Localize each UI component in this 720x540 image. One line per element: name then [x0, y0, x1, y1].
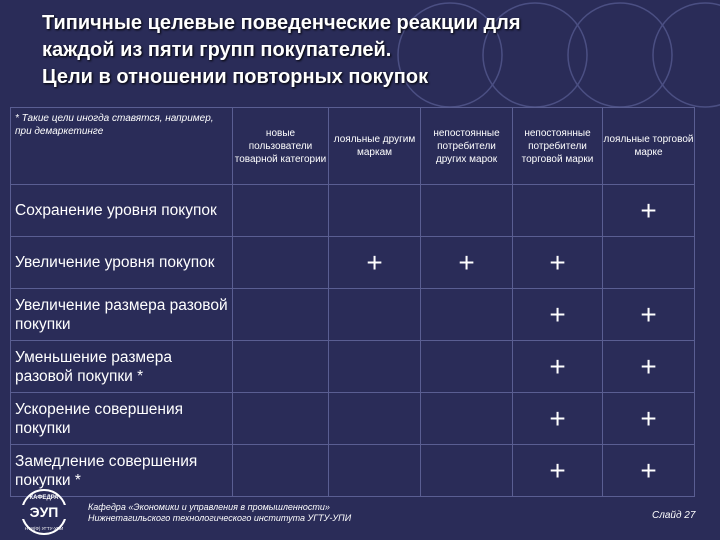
table-cell: + — [513, 445, 603, 497]
title-line-3: Цели в отношении повторных покупок — [42, 66, 429, 88]
column-header: новые пользователи товарной категории — [233, 108, 329, 185]
page-title — [42, 10, 682, 91]
table-cell — [603, 237, 695, 289]
table-cell — [421, 289, 513, 341]
table-cell: + — [603, 341, 695, 393]
table-cell — [421, 341, 513, 393]
column-header: лояльные торговой марке — [603, 108, 695, 185]
table-cell — [421, 393, 513, 445]
title-line-1: Типичные целевые поведенческие реакции для — [42, 12, 521, 34]
table-cell: + — [329, 237, 421, 289]
table-header-row — [11, 108, 695, 185]
table-cell — [329, 185, 421, 237]
table-cell — [513, 185, 603, 237]
row-label: Ускорение совершения покупки — [11, 393, 233, 445]
table-row — [11, 393, 695, 445]
table-cell — [233, 445, 329, 497]
table-row — [11, 445, 695, 497]
table-cell: + — [603, 393, 695, 445]
table-cell: + — [513, 289, 603, 341]
table-cell — [233, 185, 329, 237]
department-logo — [16, 489, 72, 535]
logo-bottom-text: НТИ(Ф) УГТУ-УПИ — [24, 526, 64, 531]
footer-line-1: Кафедра «Экономики и управления в промышленности» — [88, 502, 330, 512]
table-row — [11, 341, 695, 393]
row-label: Уменьшение размера разовой покупки * — [11, 341, 233, 393]
reactions-table — [10, 107, 695, 497]
table-cell: + — [603, 445, 695, 497]
table-row — [11, 185, 695, 237]
footer-text — [88, 502, 351, 524]
row-label: Замедление совершения покупки * — [11, 445, 233, 497]
table-cell — [233, 393, 329, 445]
table-cell — [421, 445, 513, 497]
column-header: лояльные другим маркам — [329, 108, 421, 185]
table-cell: + — [513, 393, 603, 445]
table-row — [11, 237, 695, 289]
row-label: Увеличение размера разовой покупки — [11, 289, 233, 341]
table-cell: + — [421, 237, 513, 289]
footer-line-2: Нижнетагильского технологического института УГТУ-УПИ — [88, 513, 352, 523]
table-cell — [233, 341, 329, 393]
table-cell — [233, 289, 329, 341]
table-cell — [329, 289, 421, 341]
table-row — [11, 289, 695, 341]
table-note: * Такие цели иногда ставятся, например, при демаркетинге — [11, 108, 233, 185]
row-label: Увеличение уровня покупок — [11, 237, 233, 289]
table-cell: + — [513, 237, 603, 289]
column-header: непостоянные потребители торговой марки — [513, 108, 603, 185]
table-cell: + — [513, 341, 603, 393]
table-cell — [329, 341, 421, 393]
column-header: непостоянные потребители других марок — [421, 108, 513, 185]
table-cell: + — [603, 185, 695, 237]
table-cell — [329, 393, 421, 445]
slide-number: Слайд 27 — [652, 510, 696, 521]
table-cell: + — [603, 289, 695, 341]
table-cell — [329, 445, 421, 497]
table-cell — [233, 237, 329, 289]
table-cell — [421, 185, 513, 237]
title-line-2: каждой из пяти групп покупателей. — [42, 39, 392, 61]
row-label: Сохранение уровня покупок — [11, 185, 233, 237]
logo-top-text: КАФЕДРА — [29, 495, 59, 501]
logo-main-text: ЭУП — [29, 504, 59, 520]
